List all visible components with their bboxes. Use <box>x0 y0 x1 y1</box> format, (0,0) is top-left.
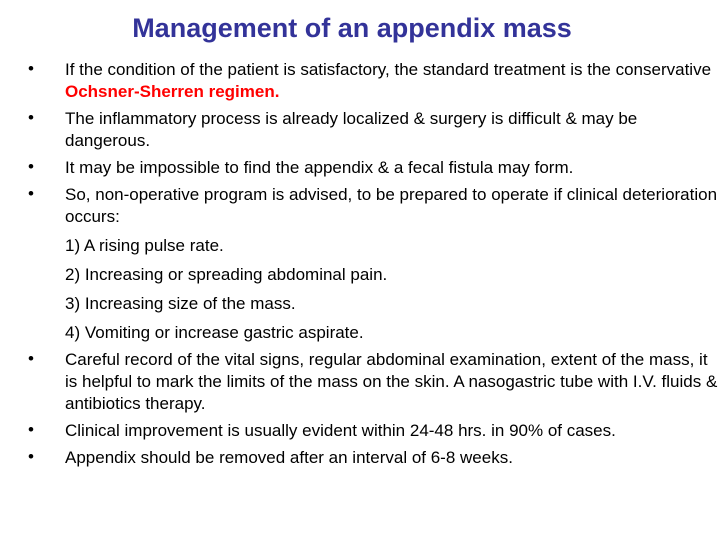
sub-item: 1) A rising pulse rate. <box>65 236 224 255</box>
bullet-item <box>28 108 718 152</box>
bullet-icon: • <box>28 420 34 439</box>
bullet-text: The inflammatory process is already localized & surgery is difficult & may be dangerous. <box>65 109 638 150</box>
bullet-icon: • <box>28 157 34 176</box>
bullet-item <box>28 447 718 469</box>
regimen-highlight: Ochsner-Sherren regimen. <box>65 82 280 101</box>
sub-item: 4) Vomiting or increase gastric aspirate. <box>65 323 364 342</box>
sub-item: 3) Increasing size of the mass. <box>65 294 296 313</box>
bullet-icon: • <box>28 59 34 78</box>
bullet-icon: • <box>28 447 34 466</box>
bullet-text: So, non-operative program is advised, to be prepared to operate if clinical deterioration occurs: <box>65 185 718 226</box>
bullet-icon: • <box>28 184 34 203</box>
slide-title: Management of an appendix mass <box>132 13 572 43</box>
bullet-text: It may be impossible to find the appendix & a fecal fistula may form. <box>65 158 574 177</box>
bullet-icon: • <box>28 349 34 368</box>
bullet-item <box>28 59 718 103</box>
bullet-text: Appendix should be removed after an interval of 6-8 weeks. <box>65 448 513 467</box>
bullet-item <box>28 420 718 442</box>
bullet-item <box>28 184 718 228</box>
sub-item: 2) Increasing or spreading abdominal pain. <box>65 265 388 284</box>
bullet-text: Clinical improvement is usually evident within 24-48 hrs. in 90% of cases. <box>65 421 616 440</box>
bullet-text: Careful record of the vital signs, regular abdominal examination, extent of the mass, it is helpful to mark the limits of the mass on the skin. A nasogastric tube with I.V. fluids & antibiotics therapy. <box>65 350 718 413</box>
bullet-text: If the condition of the patient is satisfactory, the standard treatment is the conservative <box>65 60 712 79</box>
bullet-item <box>28 157 718 179</box>
bullet-icon: • <box>28 108 34 127</box>
bullet-list <box>28 59 718 474</box>
bullet-item <box>28 349 718 415</box>
